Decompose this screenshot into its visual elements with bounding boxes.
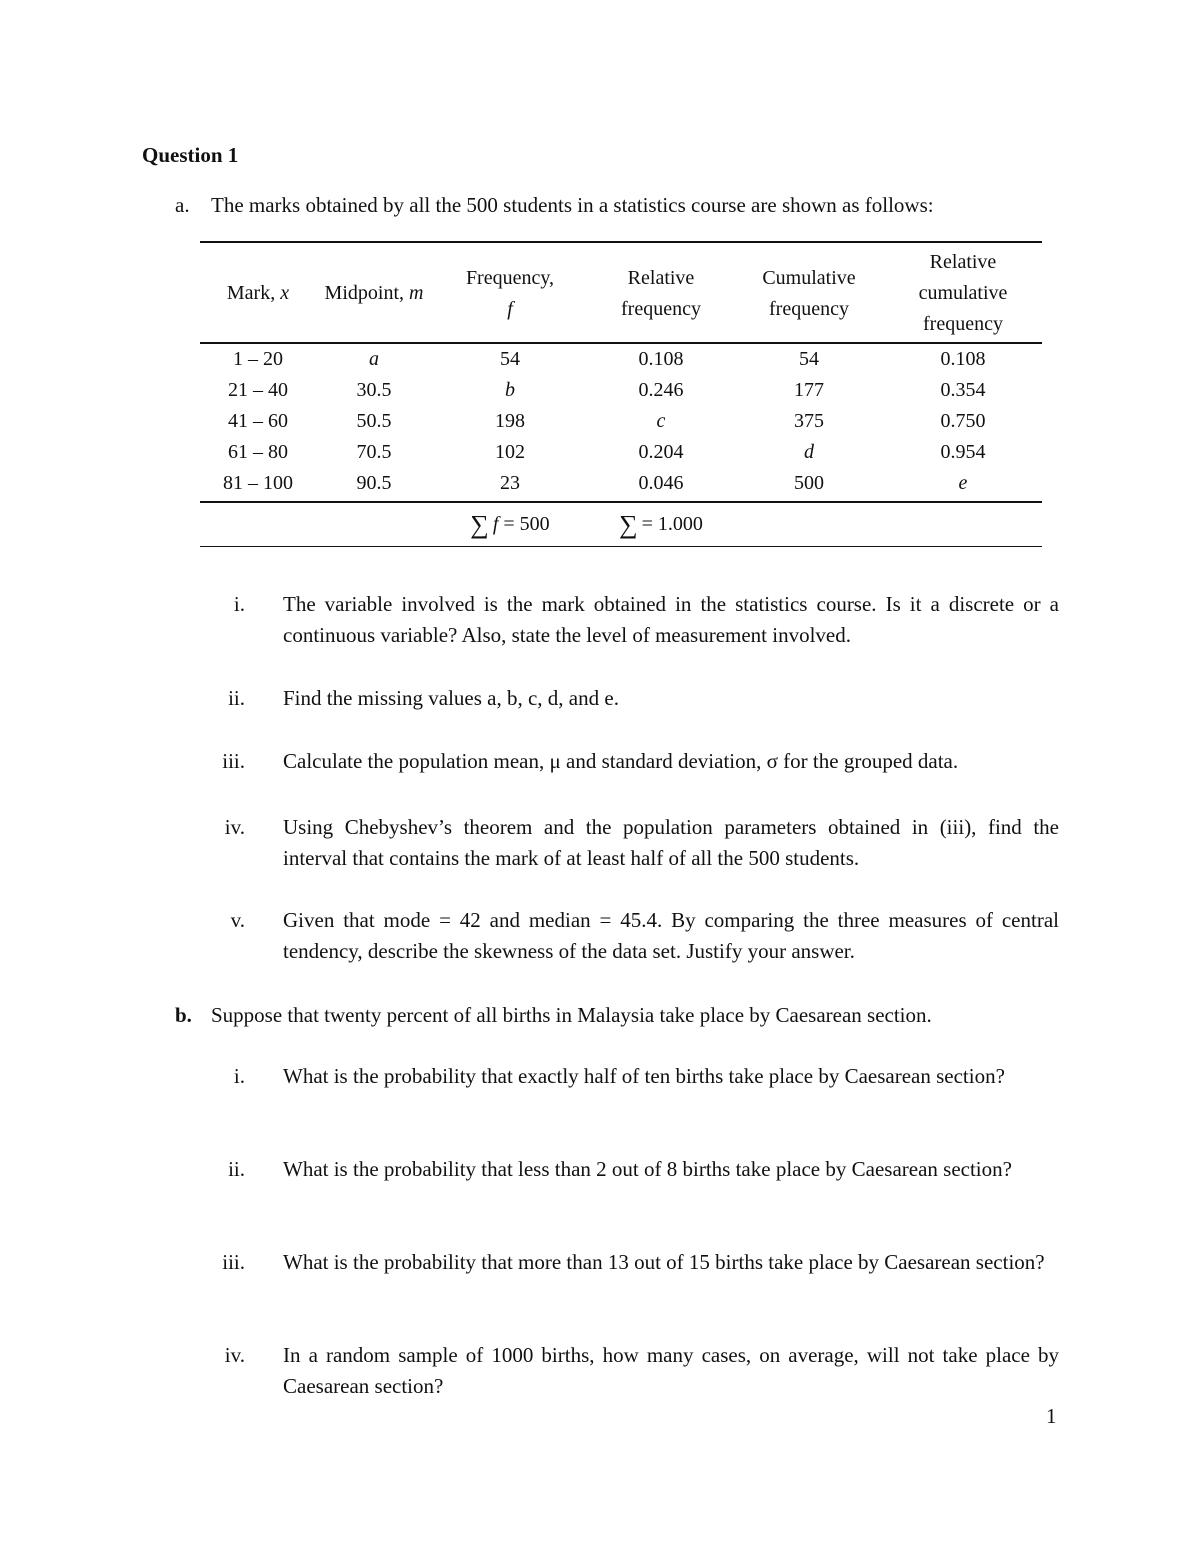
question-a-iv: iv. Using Chebyshev’s theorem and the population parameters obtained in (iii), find the interval that contains the mark of at least half of all the 500 students.	[224, 815, 1059, 870]
question-a-i: i. The variable involved is the mark obtained in the statistics course. Is it a discrete or a continuous variable? Also, state the level of measurement involved.	[233, 592, 1059, 647]
question-a-ii: ii. Find the missing values a, b, c, d, and e.	[228, 686, 619, 710]
table-row: 81 – 100 90.5 23 0.046 500 e	[223, 472, 968, 494]
part-b-intro	[175, 1000, 932, 1031]
part-a-label: a.	[175, 193, 190, 217]
relative-frequency-total: ∑ = 1.000	[619, 510, 703, 539]
table-row: 41 – 60 50.5 198 c 375 0.750	[228, 410, 986, 432]
frequency-total: ∑ f = 500	[470, 510, 550, 539]
header-mark: Mark, x	[226, 282, 290, 304]
table-row: 61 – 80 70.5 102 0.204 d 0.954	[228, 441, 986, 463]
table-header-row	[200, 242, 1042, 343]
header-relative-cumulative-frequency: Relative cumulative frequency	[918, 251, 1008, 335]
question-b-i: i. What is the probability that exactly half of ten births take place by Caesarean section?	[233, 1064, 1005, 1088]
header-cumulative-frequency: Cumulative frequency	[762, 266, 856, 320]
question-b-iii: iii. What is the probability that more than 13 out of 15 births take place by Caesarean section?	[222, 1250, 1045, 1274]
question-a-iii: iii. Calculate the population mean, μ and standard deviation, σ for the grouped data.	[222, 749, 959, 773]
table-row: 21 – 40 30.5 b 0.246 177 0.354	[228, 379, 986, 401]
part-a-text: The marks obtained by all the 500 students in a statistics course are shown as follows:	[211, 193, 934, 217]
question-b-ii: ii. What is the probability that less than 2 out of 8 births take place by Caesarean section?	[228, 1157, 1012, 1181]
header-frequency: Frequency, f	[465, 266, 555, 320]
page-number: 1	[1046, 1404, 1057, 1428]
table-totals-row	[200, 502, 1042, 547]
part-b-text: Suppose that twenty percent of all births in Malaysia take place by Caesarean section.	[211, 1003, 932, 1027]
question-a-v: v. Given that mode = 42 and median = 45.4. By comparing the three measures of central tendency, describe the skewness of the data set. Justify your answer.	[230, 908, 1059, 963]
question-b-iv: iv. In a random sample of 1000 births, how many cases, on average, will not take place by Caesarean section?	[224, 1343, 1059, 1398]
question-title: Question 1	[142, 143, 239, 167]
header-relative-frequency: Relative frequency	[621, 266, 701, 320]
sigma-icon: ∑	[470, 510, 489, 539]
header-midpoint: Midpoint, m	[324, 282, 424, 304]
part-b-label: b.	[175, 1003, 192, 1027]
frequency-table	[200, 241, 1042, 547]
part-a-intro	[175, 193, 934, 218]
table-row: 1 – 20 a 54 0.108 54 0.108	[233, 348, 986, 370]
sigma-icon: ∑	[619, 510, 638, 539]
